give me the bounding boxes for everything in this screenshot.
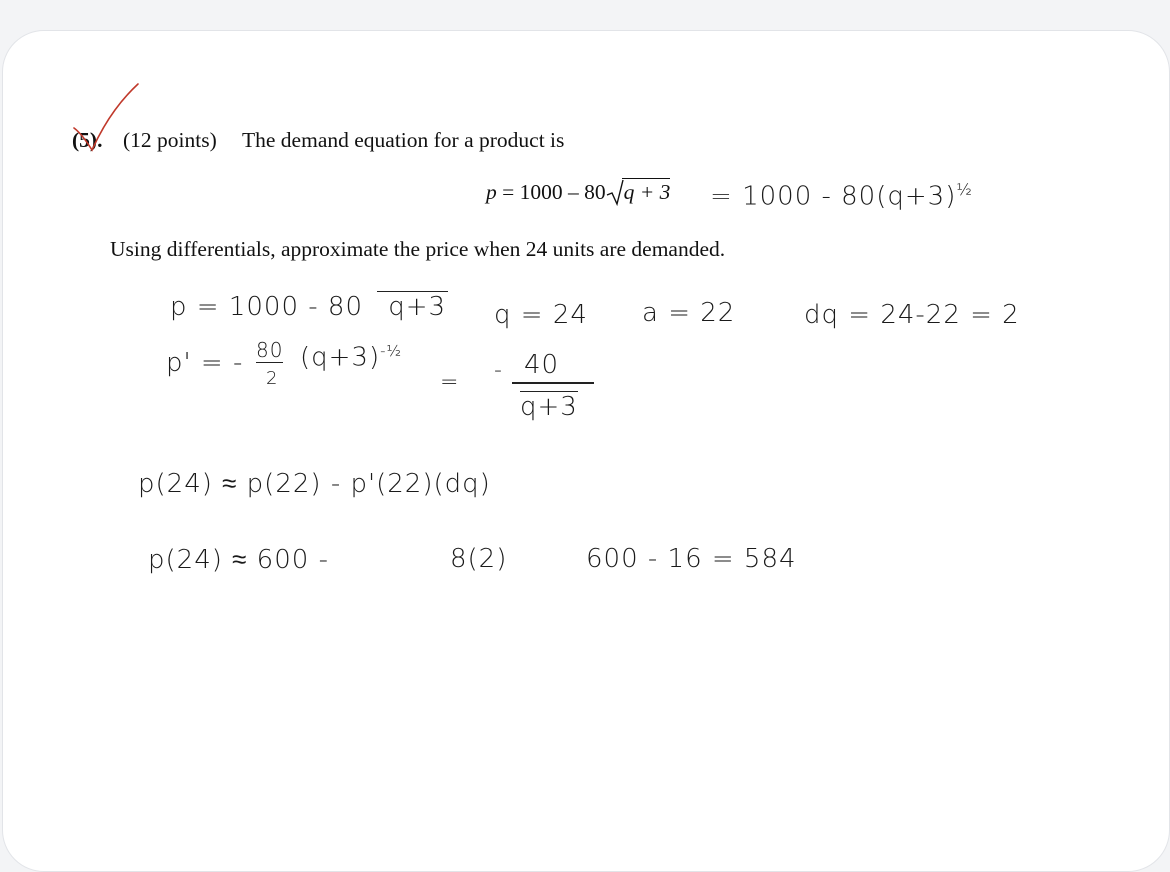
hand-line1-p: p = 1000 - 80 q+3 [170,292,447,322]
hand-line4a: p(24) ≈ 600 - [148,545,329,575]
hand-line2-minus: - [494,358,503,383]
hand-line2-frac-num: 80 [256,338,284,362]
hand-line2-den: q+3 [520,392,578,422]
hand-line2-mid: $(q+3)^{-\frac{1}{2}}$ [300,342,403,373]
demand-equation: p = 1000 – 80 q + 3 [486,180,671,204]
hand-line2-num: 40 [524,350,560,380]
hand-rewrite: = $1000 - 80(q+3)^{\frac{1}{2}}$ [710,180,973,212]
hand-line2-eq: = [440,370,460,395]
problem-statement: The demand equation for a product is [242,128,565,152]
problem-instruction: Using differentials, approximate the price when 24 units are demanded. [110,237,726,261]
hand-dq: dq = 24-22 = 2 [804,300,1020,330]
hand-a-value: a = 22 [642,298,736,328]
hand-q-value: q = 24 [494,300,588,330]
problem-number: (5). [72,128,103,152]
hand-line3: p(24) ≈ p(22) - p'(22)(dq) [138,469,491,499]
hand-line4c: 600 - 16 = 584 [586,544,797,574]
hand-line4b: 8(2) [450,544,508,574]
problem-points: (12 points) [123,128,217,152]
hand-line2-frac-den: 2 [266,368,279,389]
hand-line2-left: p' = - [166,348,244,378]
